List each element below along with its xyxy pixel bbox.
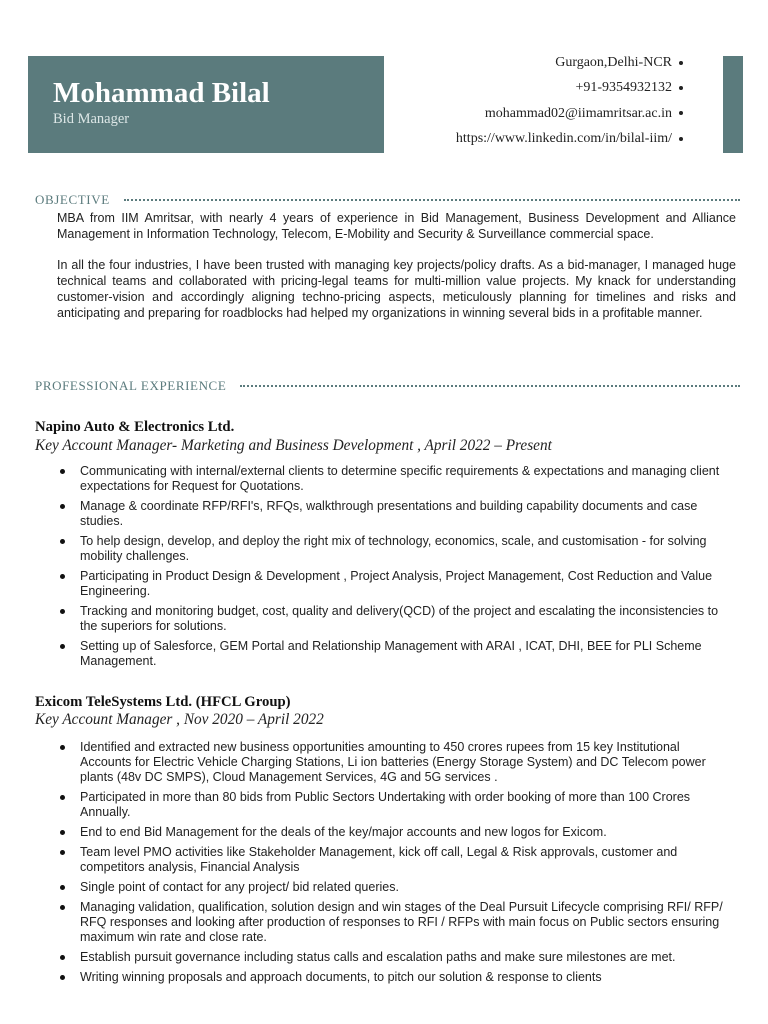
list-item: Team level PMO activities like Stakeholder Management, kick off call, Legal & Risk approvals, customer and competitors analysis, Financial Analysis: [80, 845, 731, 875]
candidate-name: Mohammad Bilal: [53, 77, 270, 109]
list-item: Identified and extracted new business opportunities amounting to 450 crores rupees from 15 key Institutional Accounts for Electric Vehicle Charging Stations, Li ion batteries (Energy Storage System) and DC Telecom power plants (48v DC SMPS), Cloud Management Services, 4G and 5G services .: [80, 740, 731, 785]
contact-info: [456, 50, 683, 151]
dotted-divider: [124, 199, 740, 201]
contact-email: [456, 101, 683, 126]
experience-heading: PROFESSIONAL EXPERIENCE: [35, 378, 227, 393]
job-role: Key Account Manager- Marketing and Business Development , April 2022 – Present: [35, 437, 552, 454]
job-role: Key Account Manager , Nov 2020 – April 2022: [35, 711, 324, 728]
list-item: Participated in more than 80 bids from Public Sectors Undertaking with order booking of more than 100 Crores Annually.: [80, 790, 731, 820]
job-bullet-list: [80, 740, 731, 990]
objective-paragraph: In all the four industries, I have been trusted with managing key projects/policy drafts. As a bid-manager, I managed huge technical teams and collaborated with pricing-legal teams for multi-million value projects. My knack for understanding customer-vision and accordingly aligning techno-pricing aspects, meticulously planning for timelines and risks and anticipating and preparing for roadblocks had helped my organizations in winning several bids in a profitable manner.: [57, 258, 736, 320]
job-bullet-list: [80, 464, 731, 674]
objective-paragraph: MBA from IIM Amritsar, with nearly 4 years of experience in Bid Management, Business Development and Alliance Management in Information Technology, Telecom, E-Mobility and Security & Surveillance commercial space.: [57, 211, 736, 241]
list-item: Managing validation, qualification, solution design and win stages of the Deal Pursuit Lifecycle comprising RFI/ RFP/ RFQ responses and looking after production of responses to RFI / RFPs with main focus on Public sectors ensuring maximum win rate and close rate.: [80, 900, 731, 945]
company-name: Exicom TeleSystems Ltd. (HFCL Group): [35, 694, 291, 710]
experience-heading-row: [35, 377, 740, 395]
contact-linkedin: [456, 126, 683, 151]
list-item: To help design, develop, and deploy the right mix of technology, economics, scale, and customisation - for solving mobility challenges.: [80, 534, 731, 564]
linkedin-link[interactable]: https://www.linkedin.com/in/bilal-iim/: [455, 130, 672, 146]
list-item: Manage & coordinate RFP/RFI's, RFQs, walkthrough presentations and building capability documents and case studies.: [80, 499, 731, 529]
company-name: Napino Auto & Electronics Ltd.: [35, 419, 235, 435]
phone-text: +91-9354932132: [575, 80, 672, 96]
list-item: Tracking and monitoring budget, cost, quality and delivery(QCD) of the project and escalating the inconsistencies to the superiors for solutions.: [80, 604, 731, 634]
list-item: Setting up of Salesforce, GEM Portal and Relationship Management with ARAI , ICAT, DHI, BEE for PLI Scheme Management.: [80, 639, 731, 669]
list-item: Single point of contact for any project/ bid related queries.: [80, 880, 731, 895]
list-item: End to end Bid Management for the deals of the key/major accounts and new logos for Exicom.: [80, 825, 731, 840]
bullet-icon: [679, 137, 683, 141]
bullet-icon: [679, 86, 683, 90]
objective-text: [57, 211, 736, 322]
contact-phone: [456, 75, 683, 100]
bullet-icon: [679, 61, 683, 65]
objective-heading-row: [35, 191, 740, 209]
accent-bar: [723, 56, 743, 153]
objective-heading: OBJECTIVE: [35, 192, 110, 207]
candidate-title: Bid Manager: [53, 111, 130, 127]
list-item: Establish pursuit governance including status calls and escalation paths and make sure milestones are met.: [80, 950, 731, 965]
header-banner: [28, 56, 384, 153]
list-item: Communicating with internal/external clients to determine specific requirements & expectations and managing client expectations for Request for Quotations.: [80, 464, 731, 494]
email-link[interactable]: mohammad02@iimamritsar.ac.in: [484, 105, 672, 121]
location-text: Gurgaon,Delhi-NCR: [555, 55, 672, 70]
list-item: Writing winning proposals and approach documents, to pitch our solution & response to clients: [80, 970, 731, 985]
dotted-divider: [240, 385, 740, 387]
bullet-icon: [679, 111, 683, 115]
contact-location: [456, 50, 683, 75]
list-item: Participating in Product Design & Development , Project Analysis, Project Management, Cost Reduction and Value Engineering.: [80, 569, 731, 599]
